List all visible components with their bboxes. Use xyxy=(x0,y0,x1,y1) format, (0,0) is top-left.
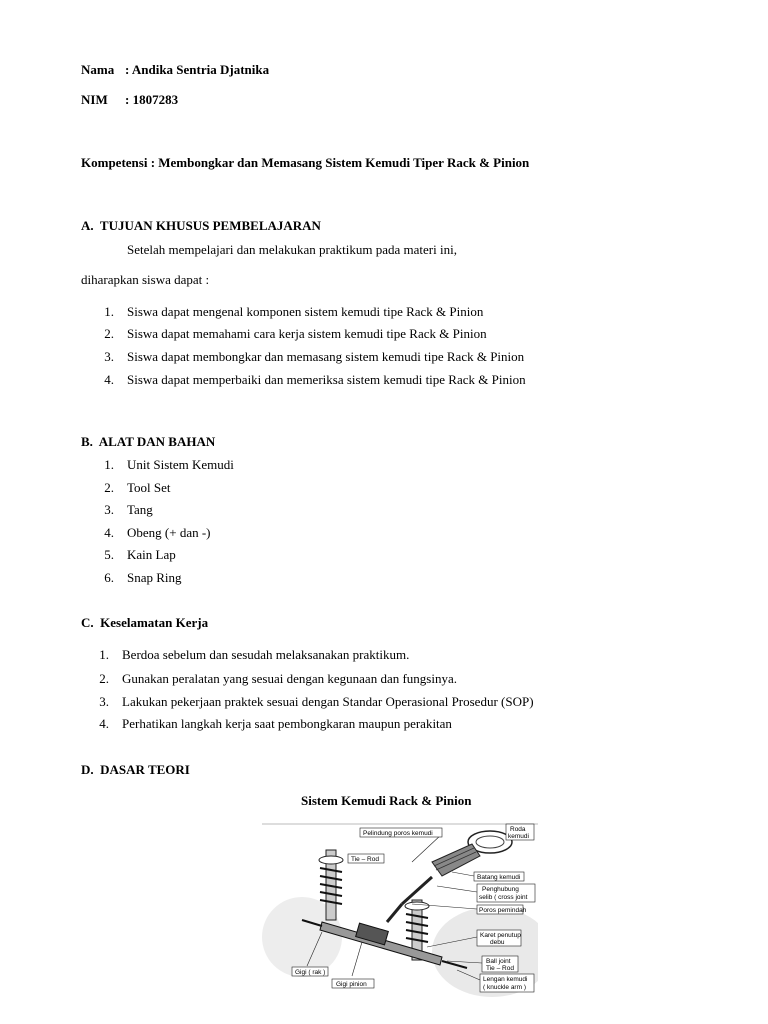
list-item-number: 1. xyxy=(104,304,114,319)
label-penghubung-1: Penghubung xyxy=(482,886,519,893)
list-item: Perhatikan langkah kerja saat pembongkaran maupun perakitan xyxy=(122,716,452,731)
list-item-number: 2. xyxy=(104,326,114,341)
list-item-number: 1. xyxy=(104,457,114,472)
section-c-title: Keselamatan Kerja xyxy=(100,615,209,630)
list-item: Unit Sistem Kemudi xyxy=(127,457,234,472)
list-item: Snap Ring xyxy=(127,570,182,585)
list-item-number: 4. xyxy=(99,716,109,731)
label-batang: Batang kemudi xyxy=(477,874,521,881)
label-lengan-1: Lengan kemudi xyxy=(483,976,528,983)
section-a-letter: A. xyxy=(81,218,94,233)
list-item-number: 6. xyxy=(104,570,114,585)
section-a-intro2: diharapkan siswa dapat : xyxy=(81,272,210,287)
section-b-heading xyxy=(81,434,215,450)
list-item: Siswa dapat memperbaiki dan memeriksa sistem kemudi tipe Rack & Pinion xyxy=(127,372,526,387)
label-lengan-2: ( knuckle arm ) xyxy=(483,984,526,991)
list-item: Siswa dapat memahami cara kerja sistem kemudi tipe Rack & Pinion xyxy=(127,326,487,341)
label-karet-2: debu xyxy=(490,939,505,946)
list-item: Siswa dapat mengenal komponen sistem kemudi tipe Rack & Pinion xyxy=(127,304,484,319)
steering-system-figure xyxy=(262,822,538,1002)
label-roda-1: Roda xyxy=(510,826,526,833)
section-c-letter: C. xyxy=(81,615,94,630)
label-karet-1: Karet penutup xyxy=(480,932,521,939)
list-item: Lakukan pekerjaan praktek sesuai dengan Standar Operasional Prosedur (SOP) xyxy=(122,694,534,709)
kompetensi: Kompetensi : Membongkar dan Memasang Sistem Kemudi Tiper Rack & Pinion xyxy=(81,155,530,170)
list-item: Berdoa sebelum dan sesudah melaksanakan praktikum. xyxy=(122,647,410,662)
label-tie-rod-top: Tie – Rod xyxy=(351,856,379,863)
list-item: Tang xyxy=(127,502,153,517)
section-a-title: TUJUAN KHUSUS PEMBELAJARAN xyxy=(99,218,321,233)
list-item: Tool Set xyxy=(127,480,171,495)
name-value: : Andika Sentria Djatnika xyxy=(125,62,270,77)
list-item: Siswa dapat membongkar dan memasang sistem kemudi tipe Rack & Pinion xyxy=(127,349,525,364)
list-item-number: 3. xyxy=(104,502,114,517)
label-gigi-pinion: Gigi pinion xyxy=(336,981,367,988)
label-gigi-rack: Gigi ( rak ) xyxy=(295,969,326,976)
nim-value: : 1807283 xyxy=(125,92,179,107)
list-item-number: 4. xyxy=(104,372,114,387)
section-d-title: DASAR TEORI xyxy=(100,762,190,777)
name-line xyxy=(81,62,269,78)
list-item-number: 2. xyxy=(104,480,114,495)
label-pelindung: Pelindung poros kemudi xyxy=(363,830,433,837)
list-item-number: 3. xyxy=(99,694,109,709)
list-item: Obeng (+ dan -) xyxy=(127,525,211,540)
name-label: Nama xyxy=(81,62,115,77)
list-item-number: 1. xyxy=(99,647,109,662)
section-b-letter: B. xyxy=(81,434,93,449)
section-b-title: ALAT DAN BAHAN xyxy=(98,434,216,449)
list-item-number: 5. xyxy=(104,547,114,562)
section-a-heading xyxy=(81,218,321,234)
list-item: Gunakan peralatan yang sesuai dengan kegunaan dan fungsinya. xyxy=(122,671,457,686)
list-item: Kain Lap xyxy=(127,547,176,562)
figure-title: Sistem Kemudi Rack & Pinion xyxy=(301,793,472,808)
section-a-intro1: Setelah mempelajari dan melakukan praktikum pada materi ini, xyxy=(127,242,457,257)
section-d-letter: D. xyxy=(81,762,94,777)
section-d-heading xyxy=(81,762,190,778)
nim-label: NIM xyxy=(81,92,108,107)
label-ball-2: Tie – Rod xyxy=(486,965,514,972)
label-ball-1: Ball joint xyxy=(486,958,511,965)
section-c-heading xyxy=(81,615,208,631)
list-item-number: 4. xyxy=(104,525,114,540)
nim-line xyxy=(81,92,178,108)
label-roda-2: kemudi xyxy=(508,833,529,840)
label-poros-pemindah: Poros pemindah xyxy=(479,907,527,914)
steering-diagram xyxy=(262,822,538,1002)
label-penghubung-2: selib ( cross joint xyxy=(479,894,528,901)
list-item-number: 2. xyxy=(99,671,109,686)
list-item-number: 3. xyxy=(104,349,114,364)
